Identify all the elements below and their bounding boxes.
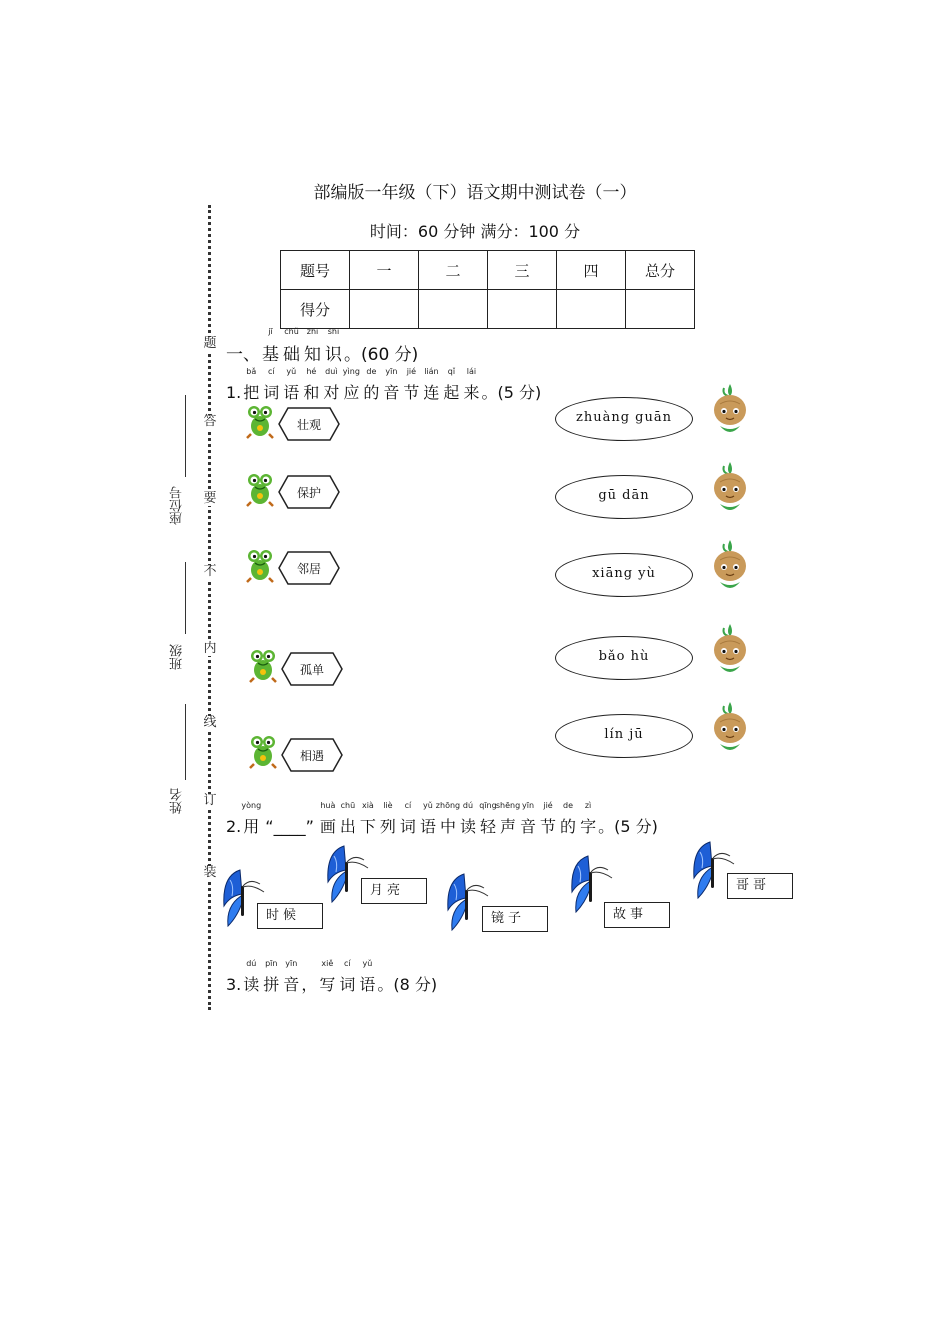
pinyin-char [423,367,440,403]
hanzi-char: 词 [263,383,280,402]
hanzi-char: 拼 [263,975,280,994]
pinyin-syllable: bǎ [246,367,257,376]
pinyin-char [303,367,320,403]
hanzi-char: 音 [383,383,400,402]
hexagon-word: 相遇 [299,749,324,763]
question-3-heading: 3. dú 读 pīn 拼 yīn 音 ， xiě 写 cí 词 yǔ 语 。(8 分) [226,959,438,994]
pinyin-syllable: yīn [385,367,398,376]
frog-icon [245,548,275,584]
pinyin-syllable: yīn [522,801,535,810]
score-table-score-row [281,290,695,329]
hanzi-char: 用 [243,817,260,836]
word-hexagon[interactable] [278,551,340,585]
pinyin-char [319,801,336,837]
pinyin-syllable: chǔ [284,327,299,336]
name-label: 姓名 [170,788,185,814]
onion-character-icon [708,460,752,516]
hanzi-char: 语 [359,975,376,994]
hexagon-word: 保护 [296,486,321,500]
pinyin-ellipse[interactable] [555,553,693,597]
hanzi-char: 音 [520,817,537,836]
table-cell: 二 [419,251,488,290]
pinyin-syllable: duì [325,367,338,376]
exam-title: 部编版一年级（下）语文期中测试卷（一） [313,183,637,203]
pinyin-ellipse[interactable] [555,475,693,519]
table-cell: 题号 [281,251,350,290]
pinyin-char [560,801,577,837]
table-cell: 总分 [626,251,695,290]
hanzi-char: 写 [319,975,336,994]
word-box[interactable]: 哥哥 [727,873,793,899]
pinyin-char [283,327,300,365]
pinyin-syllable: zì [584,801,592,810]
name-line[interactable] [185,704,186,780]
word-box[interactable]: 时候 [257,903,323,929]
hanzi-char: 节 [540,817,557,836]
onion-character-icon [708,382,752,438]
hanzi-char: 起 [443,383,460,402]
pinyin-char [323,367,340,403]
pinyin-char [339,959,356,995]
frog-icon [245,404,275,440]
pinyin-syllable: de [366,367,377,376]
exam-subtitle: 时间：60 分钟 满分：100 分 [369,222,581,241]
pinyin-char [383,367,400,403]
hanzi-char: 下 [359,817,376,836]
pinyin-syllable: yìng [342,367,360,376]
pinyin-char [359,959,376,995]
pinyin-option: xiāng yù [592,566,656,581]
margin-warning-char: 线 [203,715,217,730]
pinyin-char [325,327,342,365]
margin-warning-char: 题 [203,336,217,351]
pinyin-syllable: yòng [241,801,262,810]
pinyin-char [319,959,336,995]
table-cell: 得分 [281,290,350,329]
pinyin-syllable: jī [268,327,273,336]
hanzi-char: 连 [423,383,440,402]
pinyin-char [403,367,420,403]
margin-warning-char: 要 [203,491,217,506]
hanzi-char: 语 [283,383,300,402]
pinyin-option: gū dān [598,488,650,503]
pinyin-char [363,367,380,403]
table-cell: 三 [488,251,557,290]
score-table-header-row [281,251,695,290]
hanzi-char: 声 [500,817,517,836]
pinyin-syllable: cí [267,367,275,376]
pinyin-annotated-text [241,959,301,994]
pinyin-annotated-text [241,801,262,836]
pinyin-char [520,801,537,837]
hanzi-char: 把 [243,383,260,402]
pinyin-option: zhuàng guān [576,410,672,425]
pinyin-ellipse[interactable] [555,397,693,441]
word-hexagon[interactable] [278,407,340,441]
pinyin-ellipse[interactable] [555,636,693,680]
pinyin-syllable: qǐ [447,367,456,376]
hanzi-char: 和 [303,383,320,402]
pinyin-char [262,327,279,365]
pinyin-syllable: de [563,801,574,810]
pinyin-syllable: zhōng [435,801,461,810]
hexagon-word: 孤单 [299,663,324,677]
hanzi-char: 画 [319,817,336,836]
pinyin-char [359,801,376,837]
pinyin-char [243,367,260,403]
pinyin-char [419,801,436,837]
hanzi-char: 列 [379,817,396,836]
pinyin-char [283,367,300,403]
pinyin-syllable: xià [361,801,374,810]
hanzi-char: 的 [363,383,380,402]
pinyin-char [263,367,280,403]
pinyin-syllable: xiě [321,959,334,968]
score-cell[interactable] [557,290,626,329]
pinyin-option: lín jū [604,727,644,742]
word-box[interactable]: 故事 [604,902,670,928]
hanzi-char: 来 [463,383,480,402]
onion-character-icon [708,622,752,678]
hanzi-char: 词 [339,975,356,994]
pinyin-char [304,327,321,365]
question-2-heading: 2. yòng 用 “____” huà 画 chū 出 xià 下 liè 列 cí 词 yǔ 语 zhōng 中 dú 读 qīng 轻 shēng 声 yīn 音 jié 节 de 的 zì 字 。(5 分) [226,801,658,836]
frog-icon [245,472,275,508]
score-cell[interactable] [419,290,488,329]
word-hexagon[interactable] [281,738,343,772]
pinyin-char [263,959,280,995]
hanzi-char: 音 [283,975,300,994]
score-table [280,250,695,329]
seat-number-line[interactable] [185,395,186,477]
hanzi-char: 对 [323,383,340,402]
question-1-heading: 1. bǎ 把 cí 词 yǔ 语 hé 和 duì 对 yìng 应 de 的 yīn 音 jié 节 lián 连 qǐ 起 lái 来 。(5 分) [226,367,542,402]
pinyin-syllable: shēng [495,801,521,810]
pinyin-syllable: cí [344,959,351,968]
frog-icon [248,648,278,684]
score-cell[interactable] [488,290,557,329]
hanzi-char: 知 [304,345,321,365]
pinyin-char [435,801,461,837]
margin-warning-char: 不 [203,564,217,579]
pinyin-char [339,801,356,837]
hanzi-char: 基 [262,345,279,365]
pinyin-syllable: jié [406,367,417,376]
word-hexagon[interactable] [281,652,343,686]
hanzi-char: 词 [399,817,416,836]
pinyin-char [495,801,521,837]
pinyin-char [459,801,476,837]
pinyin-syllable: hé [306,367,317,376]
word-box[interactable]: 镜子 [482,906,548,932]
pinyin-char [580,801,597,837]
score-cell[interactable] [626,290,695,329]
frog-icon [248,734,278,770]
pinyin-char [479,801,497,837]
pinyin-char [379,801,396,837]
pinyin-syllable: huà [320,801,336,810]
pinyin-char [283,959,300,995]
pinyin-syllable: cí [404,801,412,810]
pinyin-syllable: lái [466,367,477,376]
pinyin-char [463,367,480,403]
pinyin-syllable: zhī [306,327,319,336]
onion-character-icon [708,538,752,594]
margin-warning-char: 内 [203,641,217,656]
class-label: 班级 [170,644,185,670]
seat-number-label: 座位号 [170,486,185,525]
pinyin-syllable: pīn [265,959,278,968]
pinyin-char [241,801,262,837]
hanzi-char: 节 [403,383,420,402]
word-hexagon[interactable] [278,475,340,509]
class-line[interactable] [185,562,186,634]
hanzi-char: 出 [339,817,356,836]
word-box[interactable]: 月亮 [361,878,427,904]
pinyin-syllable: yīn [285,959,298,968]
hanzi-char: 应 [343,383,360,402]
pinyin-syllable: jié [543,801,553,810]
hanzi-char: 识 [325,345,342,365]
pinyin-syllable: dú [462,801,474,810]
table-cell: 四 [557,251,626,290]
margin-warning-char: 订 [203,793,217,808]
pinyin-syllable: chū [340,801,356,810]
table-cell: 一 [350,251,419,290]
margin-warning-char: 答 [203,414,217,429]
score-cell[interactable] [350,290,419,329]
hanzi-char: 读 [459,817,476,836]
pinyin-syllable: liè [383,801,393,810]
hexagon-word: 邻居 [296,562,321,576]
pinyin-option: bǎo hù [598,649,650,664]
pinyin-char [399,801,416,837]
hanzi-char: 字 [580,817,597,836]
hanzi-char: 中 [439,817,456,836]
hanzi-char: 轻 [479,817,496,836]
pinyin-syllable: qīng [479,801,497,810]
hanzi-char: 语 [419,817,436,836]
pinyin-annotated-text [317,959,377,994]
hanzi-char: 的 [560,817,577,836]
pinyin-char [342,367,360,403]
pinyin-syllable: yǔ [423,801,433,810]
pinyin-syllable: yǔ [286,367,297,376]
pinyin-syllable: lián [424,367,439,376]
section-1-heading: 一、 jī 基 chǔ 础 zhī 知 shi 识 。(60 分) [226,327,419,365]
pinyin-syllable: dú [246,959,257,968]
onion-character-icon [708,700,752,756]
hexagon-word: 壮观 [296,418,321,432]
binding-dotted-line [208,205,211,1010]
pinyin-char [243,959,260,995]
pinyin-char [540,801,557,837]
pinyin-annotated-text [260,327,344,365]
pinyin-ellipse[interactable] [555,714,693,758]
pinyin-syllable: yǔ [362,959,373,968]
pinyin-syllable: shi [327,327,340,336]
margin-warning-char: 装 [203,865,217,880]
hanzi-char: 础 [283,345,300,365]
hanzi-char: 读 [243,975,260,994]
pinyin-char [443,367,460,403]
